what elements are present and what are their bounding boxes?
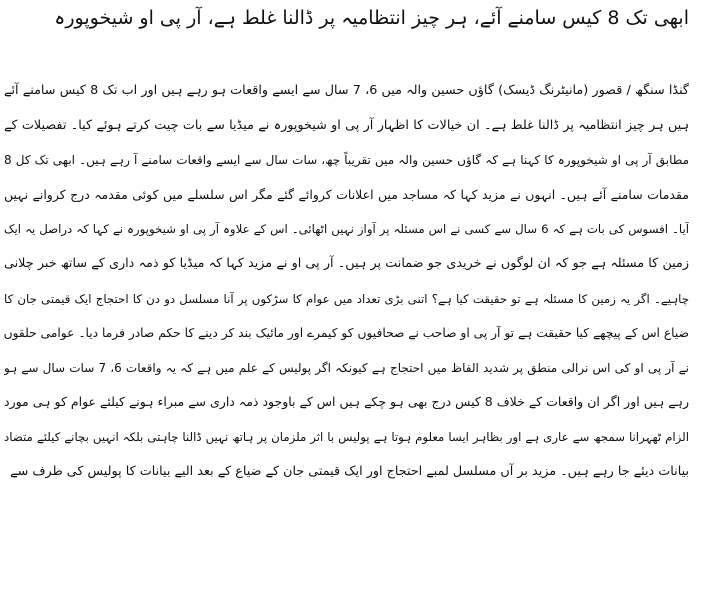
article-headline: ابھی تک 8 کیس سامنے آئے، ہر چیز انتظامیہ پر ڈالنا غلط ہے، آر پی او شیخوپورہ [54,7,689,29]
article-line: آیا۔ افسوس کی بات ہے کہ 6 سال سے کسی نے اس مسئلہ پر آواز نہیں اٹھائی۔ اس کے علاوہ آر پی او شیخوپورہ نے کہا کہ دراصل یہ ایک [4,222,689,237]
article-line: الزام ٹھہرانا سمجھ سے عاری ہے اور بظاہر ایسا معلوم ہوتا ہے پولیس با اثر ملزمان پر ہاتھ نہیں ڈالنا چاہتی بلکہ انہیں بچانے کیلئے متضاد [4,429,689,444]
article-line: زمین کا مسئلہ ہے جو کہ ان لوگوں نے خریدی جو ضمانت پر ہیں۔ آر پی او نے مزید کہا کہ میڈیا کو ذمہ داری کے ساتھ خبر چلانی [4,255,689,271]
article-line: ہیں ہر چیز انتظامیہ پر ڈالنا غلط ہے۔ ان خیالات کا اظہار آر پی او شیخوپورہ نے میڈیا سے بات چیت کرتے ہوئے کیا۔ تفصیلات کے [4,117,689,133]
article-body [4,74,689,489]
article-line: مطابق آر پی او شیخوپورہ کا کہنا ہے کہ گاؤں حسین والہ میں تقریباً چھ، سات سال سے ایسے واقعات سامنے آ رہے ہیں۔ ابھی تک کل 8 [4,153,689,168]
article-line: بیانات دیئے جا رہے ہیں۔ مزید بر آں مسلسل لمبے احتجاج اور ایک قیمتی جان کے ضیاع کے بعد الیے بیانات کا پولیس کی طرف سے [10,463,689,479]
article-line: چاہیے۔ اگر یہ زمین کا مسئلہ ہے تو حقیقت کیا ہے؟ اتنی بڑی تعداد میں عوام کا سڑکوں پر آنا مسلسل دو دن کا احتجاج ایک قیمتی جان کا [4,291,689,306]
article-line: مقدمات سامنے آئے ہیں۔ انہوں نے مزید کہا کہ مساجد میں اعلانات کروائے گئے مگر اس سلسلے میں کوئی مقدمہ درج کروانے نہیں [4,186,689,202]
article-line: رہے ہیں اور اگر ان واقعات کے خلاف 8 کیس درج بھی ہو چکے ہیں اس کے باوجود ذمہ داری سے مبراء ہونے کیلئے عوام کو ہی مورد [4,394,689,410]
article-line: ضیاع اس کے پیچھے کیا حقیقت ہے تو آر پی او صاحب نے صحافیوں کو کیمرے اور مائیک بند کر دینے کا حکم صادر فرما دیا۔ عوامی حلقوں [4,326,689,341]
article-line: گنڈا سنگھ / قصور (مانیٹرنگ ڈیسک) گاؤں حسین والہ میں 6، 7 سال سے ایسے واقعات ہو رہے ہیں اور اب تک 8 کیس سامنے آئے [4,83,689,98]
article-line: نے آر پی او کی اس نرالی منطق پر شدید الفاظ میں احتجاج ہے کیونکہ اگر پولیس کے علم میں ہے کہ یہ واقعات 6، 7 سات سال سے ہو [4,360,689,375]
